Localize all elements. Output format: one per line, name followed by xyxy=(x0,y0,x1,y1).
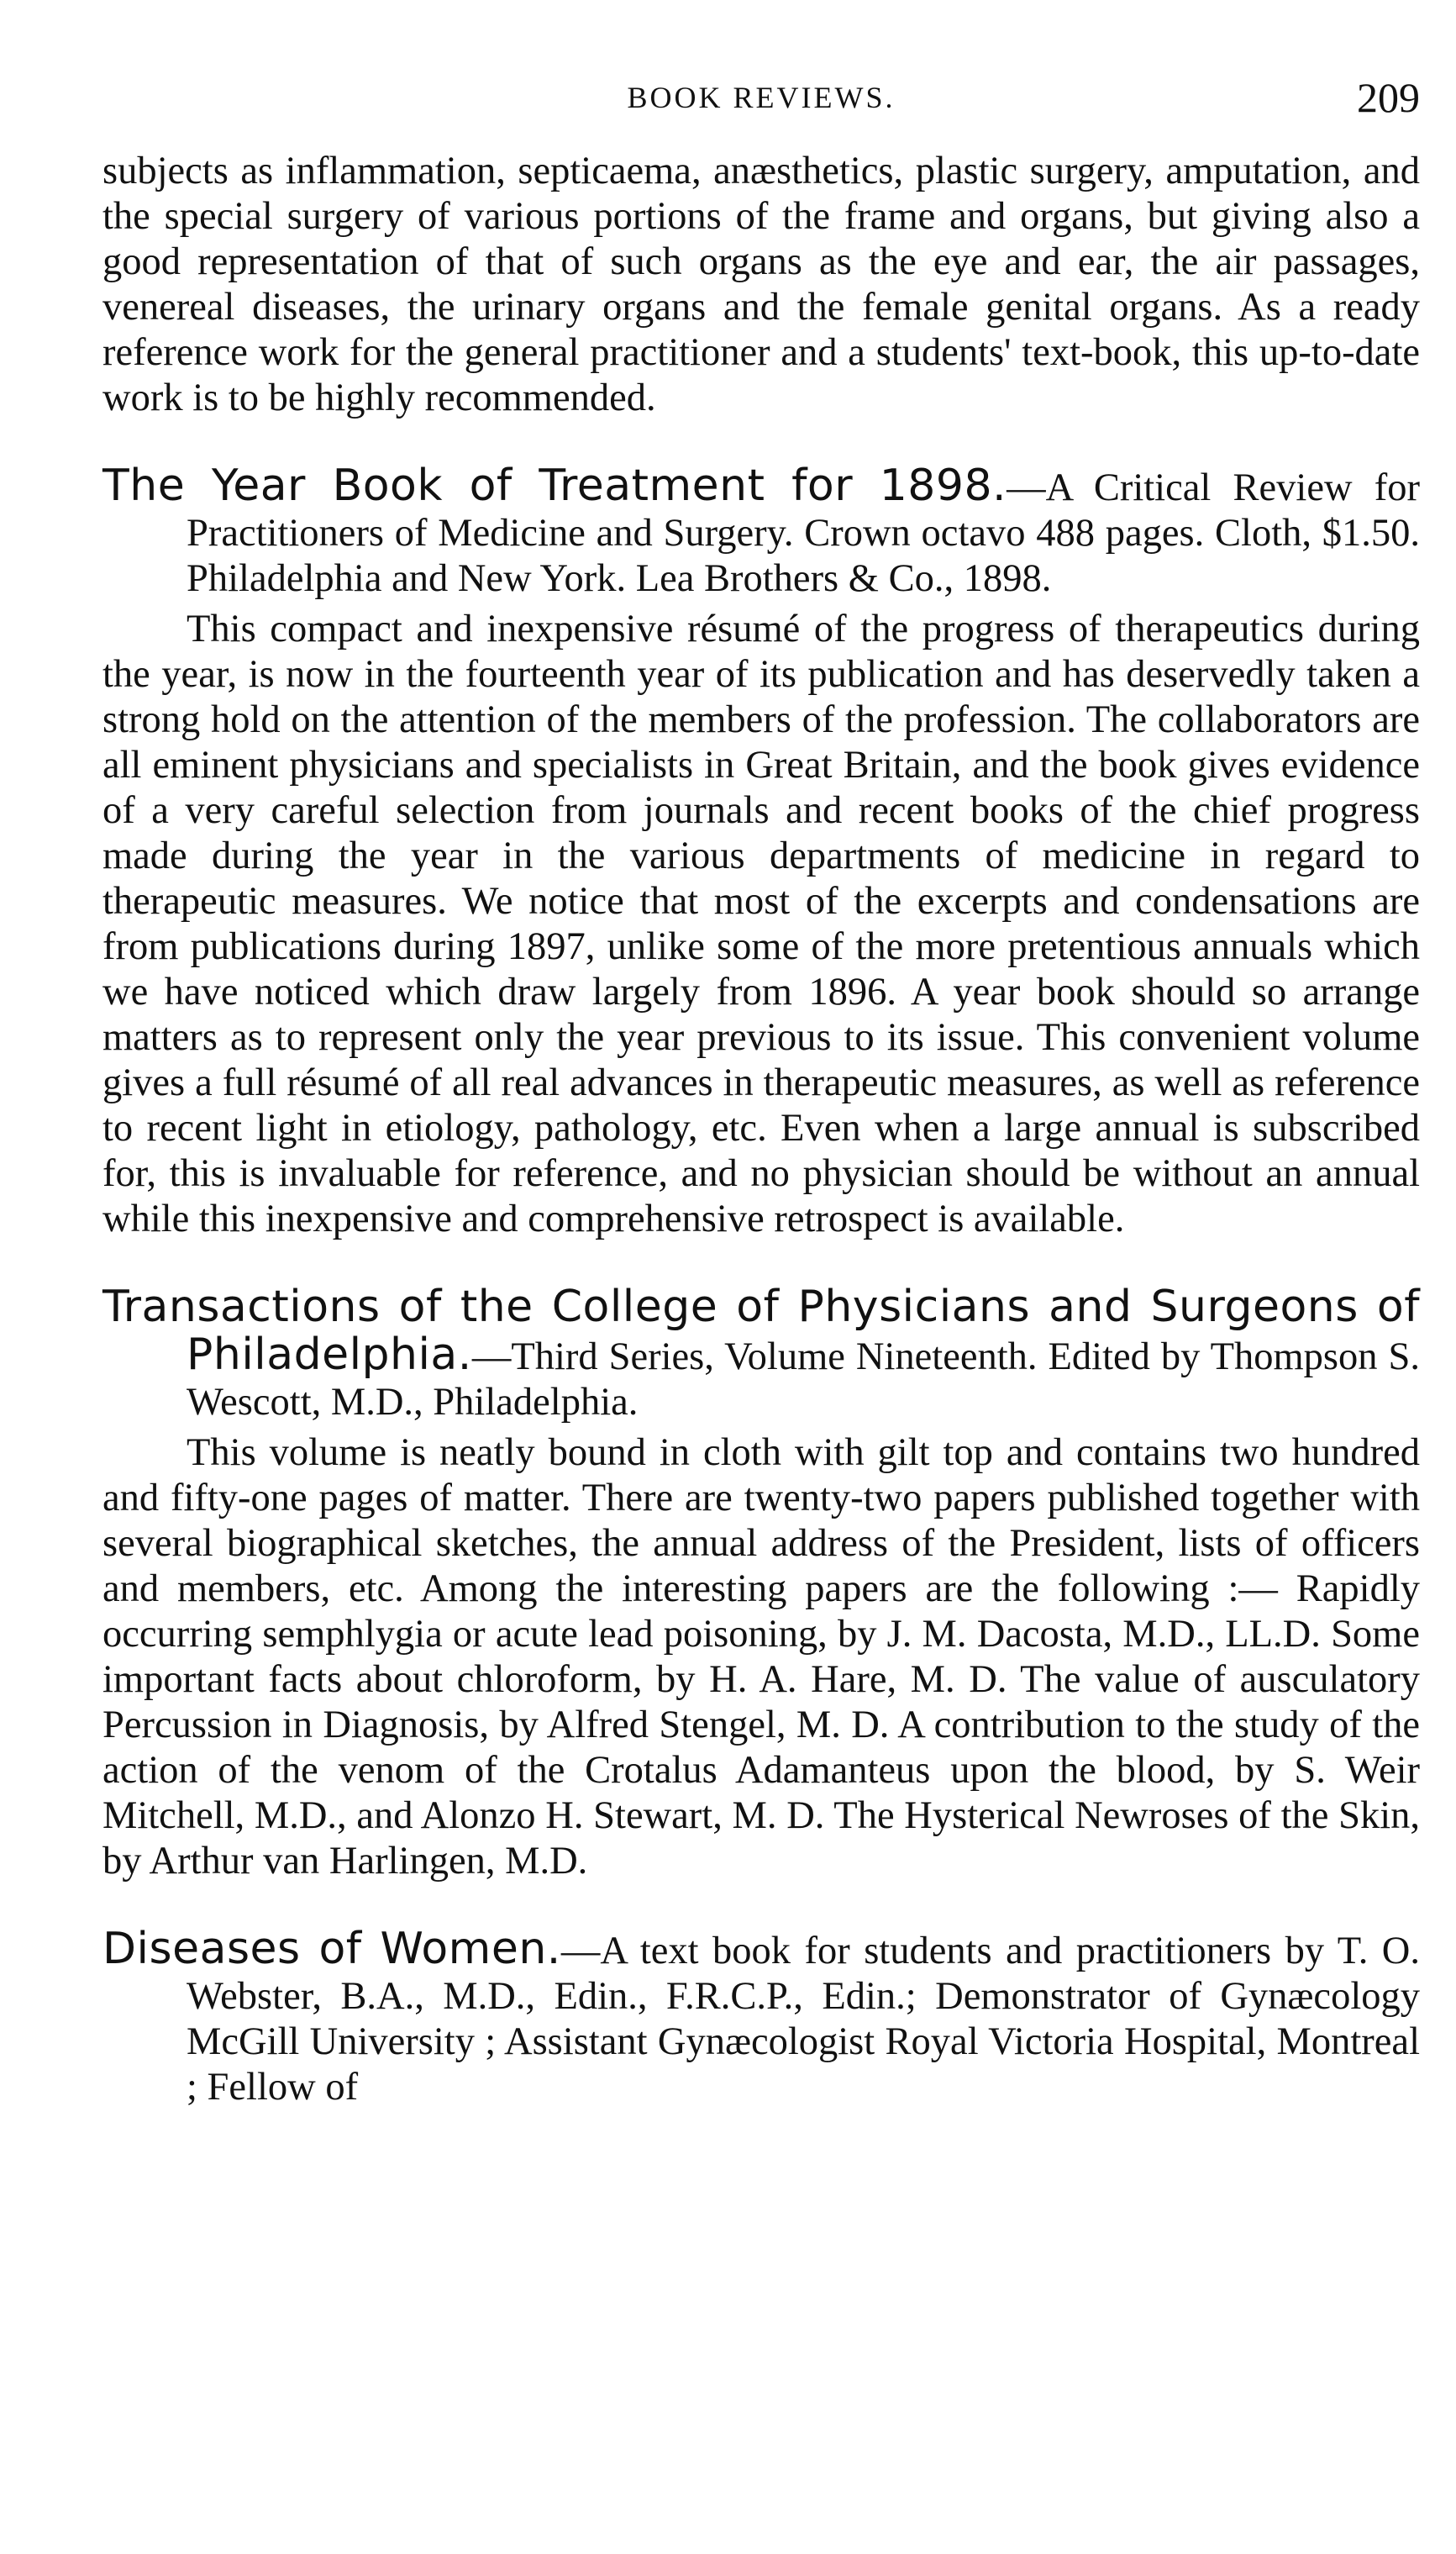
review-year-book-of-treatment xyxy=(102,463,1420,1242)
review-title: The Year Book of Treatment for 1898. xyxy=(102,461,1007,511)
review-citation: —A text book for students and practitioners by T. O. Webster, B.A., M.D., Edin., F.R.C.P., Edin.; Demonstrator of Gynæcology McGill University ; Assistant Gynæcologist Royal Victoria Hospital, Montreal ; Fellow of xyxy=(187,1930,1421,2109)
review-heading xyxy=(102,463,1420,602)
review-body: This volume is neatly bound in cloth with gilt top and contains two hundred and fifty-one pages of matter. There are twenty-two papers published together with several biographical sketches, the annual address of the President, lists of officers and members, etc. Among the interesting papers are the following :— Rapidly occurring semphlygia or acute lead poisoning, by J. M. Dacosta, M.D., LL.D. Some important facts about chloroform, by H. A. Hare, M. D. The value of ausculatory Percussion in Diagnosis, by Alfred Stengel, M. D. A contribution to the study of the action of the venom of the Crotalus Adamanteus upon the blood, by S. Weir Mitchell, M.D., and Alonzo H. Stewart, M. D. The Hysterical Newroses of the Skin, by Arthur van Harlingen, M.D. xyxy=(102,1431,1420,1883)
review-heading xyxy=(102,1284,1420,1425)
review-diseases-of-women xyxy=(102,1926,1420,2110)
review-title: Diseases of Women. xyxy=(102,1924,561,1974)
review-body: This compact and inexpensive résumé of the progress of therapeutics during the year, is now in the fourteenth year of its publication and has deservedly taken a strong hold on the attention of the members of the profession. The collaborators are all eminent physicians and specialists in Great Britain, and the book gives evidence of a very careful selection from journals and recent books of the chief progress made during the year in the various departments of medicine in regard to therapeutic measures. We notice that most of the excerpts and condensations are from publications during 1897, unlike some of the more pretentious annuals which we have noticed which draw largely from 1896. A year book should so arrange matters as to represent only the year previous to its issue. This convenient volume gives a full résumé of all real advances in therapeutic measures, as well as reference to recent light in etiology, pathology, etc. Even when a large annual is subscribed for, this is invaluable for reference, and no physician should be without an annual while this inexpensive and comprehensive retrospect is available. xyxy=(102,608,1420,1240)
page-number: 209 xyxy=(1357,74,1420,121)
review-title: Transactions of the College of Physicians and Surgeons of Philadelphia. xyxy=(102,1282,1420,1380)
review-heading xyxy=(102,1926,1420,2110)
review-citation: —Third Series, Volume Nineteenth. Edited by Thompson S. Wescott, M.D., Philadelphia. xyxy=(187,1335,1420,1424)
running-title: BOOK REVIEWS. xyxy=(627,81,896,114)
continued-paragraph: subjects as inflammation, septicaema, anæsthetics, plastic surgery, amputation, and the special surgery of various portions of the frame and organs, but giving also a good representation of that of such organs as the eye and ear, the air passages, venereal diseases, the urinary organs and the female genital organs. As a ready reference work for the general practitioner and a students' text-book, this up-to-date work is to be highly recommended. xyxy=(102,150,1420,419)
book-page xyxy=(102,74,1421,2115)
review-transactions-college-of-physicians xyxy=(102,1284,1420,1884)
review-citation: —A Critical Review for Practitioners of Medicine and Surgery. Crown octavo 488 pages. Cloth, $1.50. Philadelphia and New York. Lea Brothers & Co., 1898. xyxy=(187,466,1421,600)
running-header xyxy=(102,74,1420,130)
